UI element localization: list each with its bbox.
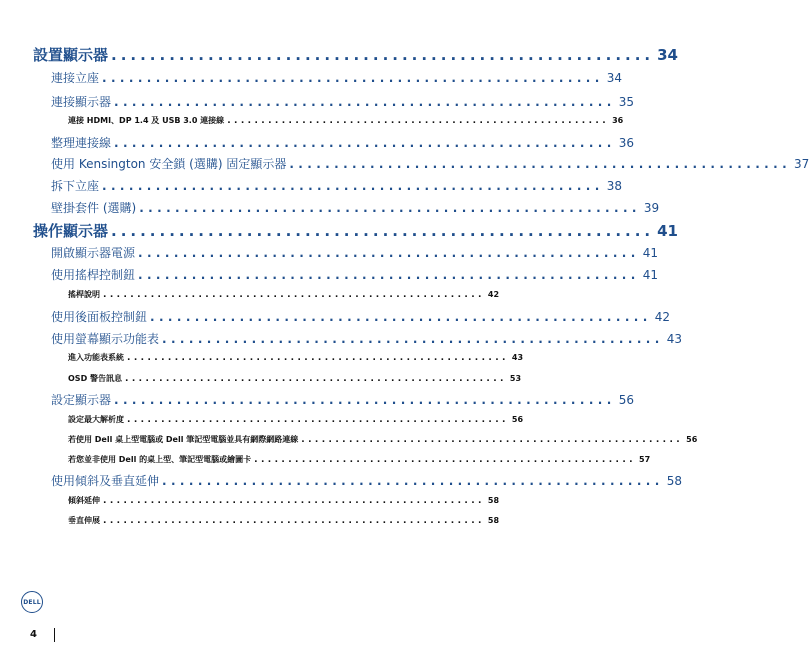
toc-entry-title: 搖桿說明 — [68, 290, 100, 299]
toc-entry[interactable] — [51, 266, 658, 283]
toc-entry-title: OSD 警告訊息 — [68, 374, 122, 383]
toc-entry-title: 壁掛套件 (選購) — [51, 201, 137, 215]
toc-entry[interactable] — [68, 373, 522, 384]
dot-leader: ........................................................ — [301, 435, 684, 445]
toc-entry[interactable] — [51, 472, 682, 489]
toc-entry[interactable] — [51, 93, 634, 110]
dell-logo — [21, 591, 43, 613]
toc-entry[interactable] — [51, 308, 670, 325]
toc-entry-page: 41 — [642, 268, 658, 282]
toc-entry[interactable] — [51, 199, 660, 216]
toc-entry[interactable] — [68, 495, 500, 506]
toc-entry-title: 傾斜延伸 — [68, 496, 100, 505]
toc-entry-title: 垂直伸展 — [68, 516, 100, 525]
dot-leader: ........................................................ — [138, 268, 640, 282]
dot-leader: ........................................................ — [150, 310, 652, 324]
toc-entry-page: 56 — [618, 393, 634, 407]
dot-leader: ........................................................ — [114, 95, 616, 109]
dot-leader: ........................................................ — [254, 455, 636, 465]
dot-leader: ........................................................ — [162, 332, 664, 346]
toc-entry[interactable] — [68, 289, 500, 300]
toc-entry-page: 37 — [794, 157, 809, 171]
dot-leader: ........................................................ — [127, 353, 509, 363]
toc-entry-page: 58 — [666, 474, 682, 488]
toc-entry-title: 使用螢幕顯示功能表 — [51, 332, 160, 346]
dot-leader: ........................................................ — [102, 179, 604, 193]
toc-entry-page: 41 — [642, 246, 658, 260]
dot-leader: ........................................................ — [114, 393, 616, 407]
toc-entry-title: 若您並非使用 Dell 的桌上型、筆記型電腦或繪圖卡 — [68, 455, 252, 464]
toc-entry[interactable] — [51, 177, 622, 194]
toc-entry-page: 58 — [487, 516, 500, 525]
toc-entry-page: 53 — [509, 374, 522, 383]
toc-entry-title: 進入功能表系統 — [68, 353, 124, 362]
toc-entry-page: 36 — [612, 116, 624, 125]
toc-entry-title: 連接顯示器 — [51, 95, 112, 109]
dot-leader: ........................................................ — [162, 474, 664, 488]
toc-entry-page: 43 — [666, 332, 682, 346]
toc-entry[interactable] — [51, 155, 809, 172]
toc-entry[interactable] — [51, 330, 682, 347]
toc-entry-page: 39 — [643, 201, 660, 215]
toc-entry-page: 41 — [657, 222, 678, 240]
dot-leader: ........................................................ — [139, 201, 641, 215]
toc-entry-title: 操作顯示器 — [33, 222, 109, 240]
toc-entry[interactable] — [68, 352, 524, 363]
dot-leader: ........................................................ — [227, 116, 610, 126]
toc-entry-page: 34 — [657, 46, 678, 64]
toc-entry[interactable] — [51, 244, 658, 261]
toc-entry-page: 43 — [511, 353, 524, 362]
dot-leader: ........................................................ — [103, 516, 485, 526]
toc-entry-title: 使用搖桿控制鈕 — [51, 268, 136, 282]
toc-entry-page: 34 — [606, 71, 622, 85]
dot-leader: ........................................................ — [114, 136, 616, 150]
toc-entry-page: 57 — [639, 455, 651, 464]
toc-entry[interactable] — [68, 115, 624, 126]
dell-logo-text: DELL — [23, 598, 41, 606]
dot-leader: ........................................................ — [289, 157, 792, 171]
toc-entry-page: 36 — [618, 136, 634, 150]
dot-leader: ........................................................ — [103, 290, 485, 300]
toc-entry-title: 使用傾斜及垂直延伸 — [51, 474, 160, 488]
toc-entry-page: 56 — [686, 435, 698, 444]
dot-leader: ........................................................ — [103, 496, 485, 506]
toc-entry-page: 56 — [511, 415, 524, 424]
toc-entry-title: 整理連接線 — [51, 136, 112, 150]
dot-leader: ........................................................ — [125, 374, 507, 384]
toc-entry[interactable] — [51, 391, 634, 408]
toc-entry[interactable] — [33, 44, 678, 65]
toc-entry-title: 開啟顯示器電源 — [51, 246, 136, 260]
toc-entry-title: 連接立座 — [51, 71, 100, 85]
toc-entry-title: 設置顯示器 — [33, 46, 109, 64]
toc-entry-page: 38 — [606, 179, 622, 193]
toc-entry-title: 設定顯示器 — [51, 393, 112, 407]
toc-entry[interactable] — [51, 69, 622, 86]
toc-entry-page: 42 — [487, 290, 500, 299]
toc-entry-page: 58 — [487, 496, 500, 505]
page-number: 4 — [30, 629, 37, 640]
toc-entry-page: 35 — [618, 95, 634, 109]
toc-entry[interactable] — [68, 414, 524, 425]
dot-leader: ........................................................ — [111, 46, 655, 64]
dot-leader: ........................................................ — [138, 246, 640, 260]
toc-entry[interactable] — [68, 454, 651, 465]
toc-entry-title: 使用後面板控制鈕 — [51, 310, 148, 324]
toc-entry-title: 拆下立座 — [51, 179, 100, 193]
toc-entry-title: 若使用 Dell 桌上型電腦或 Dell 筆記型電腦並具有網際網路連線 — [68, 435, 299, 444]
dot-leader: ........................................................ — [127, 415, 509, 425]
toc-entry-title: 連接 HDMI、DP 1.4 及 USB 3.0 連接線 — [68, 116, 225, 125]
toc-entry[interactable] — [68, 434, 698, 445]
toc-entry[interactable] — [68, 515, 500, 526]
dot-leader: ........................................................ — [102, 71, 604, 85]
toc-entry-title: 使用 Kensington 安全鎖 (選購) 固定顯示器 — [51, 157, 287, 171]
toc-entry[interactable] — [51, 134, 634, 151]
toc-entry-title: 設定最大解析度 — [68, 415, 124, 424]
toc-entry-page: 42 — [654, 310, 670, 324]
toc-entry[interactable] — [33, 220, 678, 241]
dot-leader: ........................................................ — [111, 222, 655, 240]
footer-divider — [54, 628, 55, 642]
